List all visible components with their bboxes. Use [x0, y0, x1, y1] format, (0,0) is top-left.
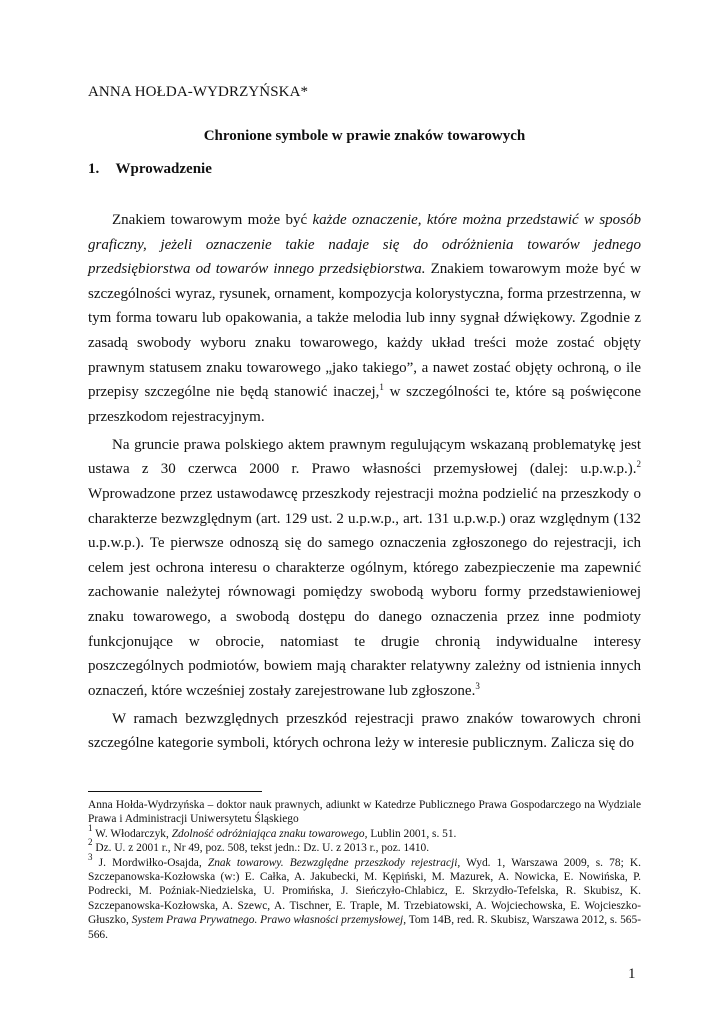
- paragraph-1-italic: każde oznaczenie, które można przedstawić w sposób graficzny, jeżeli oznaczenie takie nadaje się do odróżnienia towarów jednego przedsiębiorstwa od towarów innego przedsiębiorstwa.: [88, 212, 642, 278]
- paragraph-1: [88, 208, 641, 429]
- paragraph-1-text-c: w szczególności te, które są poświęcone przeszkodom rejestracyjnym.: [88, 384, 641, 425]
- section-number: 1.: [88, 161, 100, 177]
- footnote-3: [88, 851, 641, 942]
- footnote-3-number: 3: [88, 851, 93, 862]
- footnote-2: [88, 837, 641, 855]
- footnote-1: [88, 822, 641, 841]
- footnote-ref-3[interactable]: 3: [475, 680, 480, 691]
- paragraph-3: W ramach bezwzględnych przeszkód rejestracji prawo znaków towarowych chroni szczególne kategorie symboli, których ochrona leży w interesie publicznym. Zalicza się do: [88, 710, 641, 752]
- paragraph-1-text-b: Znakiem towarowym może być w szczególności wyraz, rysunek, ornament, kompozycja kolorystyczna, forma przestrzenna, w tym forma towaru lub opakowania, a także melodia lub inny sygnał dźwiękowy. Zgodnie z zasadą swobody wyboru znaku towarowego, każdy układ treści może zostać objęty prawnym statusem znaku towarowego „jako takiego”, a nawet zostać objęty ochroną, o ile przepisy szczególne nie będą stanowić inaczej,: [88, 261, 641, 401]
- paragraph-2-text-b: Wprowadzone przez ustawodawcę przeszkody rejestracji można podzielić na przeszkody o charakterze bezwzględnym (art. 129 ust. 2 u.p.w.p., art. 131 u.p.w.p.) oraz względnym (132 u.p.w.p.). Te pierwsze odnoszą się do samego oznaczenia zgłoszonego do rejestracji, ich celem jest ochrona interesu o charakterze ogólnym, którego zabezpieczenie ma zapewnić zachowanie należytej równowagi pomiędzy swobodą wyboru formy przedstawieniowej znaku towarowego, a swobodą dostępu do danego oznaczenia przez inne podmioty funkcjonujące w obrocie, natomiast te drugie chronią indywidualne interesy poszczególnych podmiotów, bowiem mają charakter relatywny zależny od istnienia innych oznaczeń, które wcześniej zostały zarejestrowane lub zgłoszone.: [88, 486, 641, 699]
- paragraph-1-text-a: Znakiem towarowym może być: [112, 212, 313, 228]
- paragraph-2-text-a: Na gruncie prawa polskiego aktem prawnym regulującym wskazaną problematykę jest ustawa z 30 czerwca 2000 r. Prawo własności przemysłowej (dalej: u.p.w.p.).: [88, 436, 641, 478]
- footnote-3-text-b: Wyd. 1, Warszawa 2009, s. 78; K. Szczepanowska-Kozłowska (w:) E. Całka, A. Jakubecki, M. Kępiński, M. Mazurek, A. Nowicka, E. Nowińska, P. Podrecki, M. Poźniak-Niedzielska, U. Promińska, J. Sieńczyło-Chlabicz, E. Skrzydło-Tefelska, R. Skubisz, K. Szczepanowska-Kozłowska, A. Szewc, A. Tischner, E. Traple, M. Trzebiatowski, A. Wojciechowska, E. Wojcieszko-Głuszko,: [88, 856, 641, 927]
- article-title: Chronione symbole w prawie znaków towarowych: [203, 128, 526, 144]
- footnote-3-text-c: , Tom 14B, red. R. Skubisz, Warszawa 2012, s. 565-566.: [88, 914, 641, 941]
- footnote-ref-2[interactable]: 2: [636, 459, 641, 470]
- footnotes: [88, 798, 641, 942]
- footnote-3-italic-2: System Prawa Prywatnego. Prawo własności przemysłowej: [131, 914, 404, 927]
- footnote-1-text-b: Lublin 2001, s. 51.: [367, 827, 457, 840]
- author-name: ANNA HOŁDA-WYDRZYŃSKA*: [88, 84, 309, 100]
- footnote-3-text-a: J. Mordwiłko-Osajda,: [92, 856, 208, 869]
- footnote-separator: [88, 791, 262, 792]
- footnote-2-number: 2: [88, 837, 93, 848]
- footnote-author: Anna Hołda-Wydrzyńska – doktor nauk prawnych, adiunkt w Katedrze Publicznego Prawa Gospodarczego na Wydziale Prawa i Administracji Uniwersytetu Śląskiego: [88, 799, 641, 826]
- footnote-3-italic-1: Znak towarowy. Bezwzględne przeszkody rejestracji,: [207, 856, 461, 869]
- footnote-1-number: 1: [88, 822, 93, 833]
- footnote-1-text-a: W. Włodarczyk,: [92, 827, 172, 840]
- section-title: Wprowadzenie: [115, 161, 212, 177]
- paragraph-2: [88, 433, 641, 704]
- body-text: [88, 208, 641, 760]
- footnote-1-italic: Zdolność odróżniająca znaku towarowego,: [171, 827, 368, 840]
- page-number: 1: [628, 966, 636, 982]
- section-heading: [88, 161, 212, 178]
- footnote-2-text: Dz. U. z 2001 r., Nr 49, poz. 508, tekst jedn.: Dz. U. z 2013 r., poz. 1410.: [92, 842, 430, 855]
- footnote-ref-1[interactable]: 1: [379, 382, 384, 393]
